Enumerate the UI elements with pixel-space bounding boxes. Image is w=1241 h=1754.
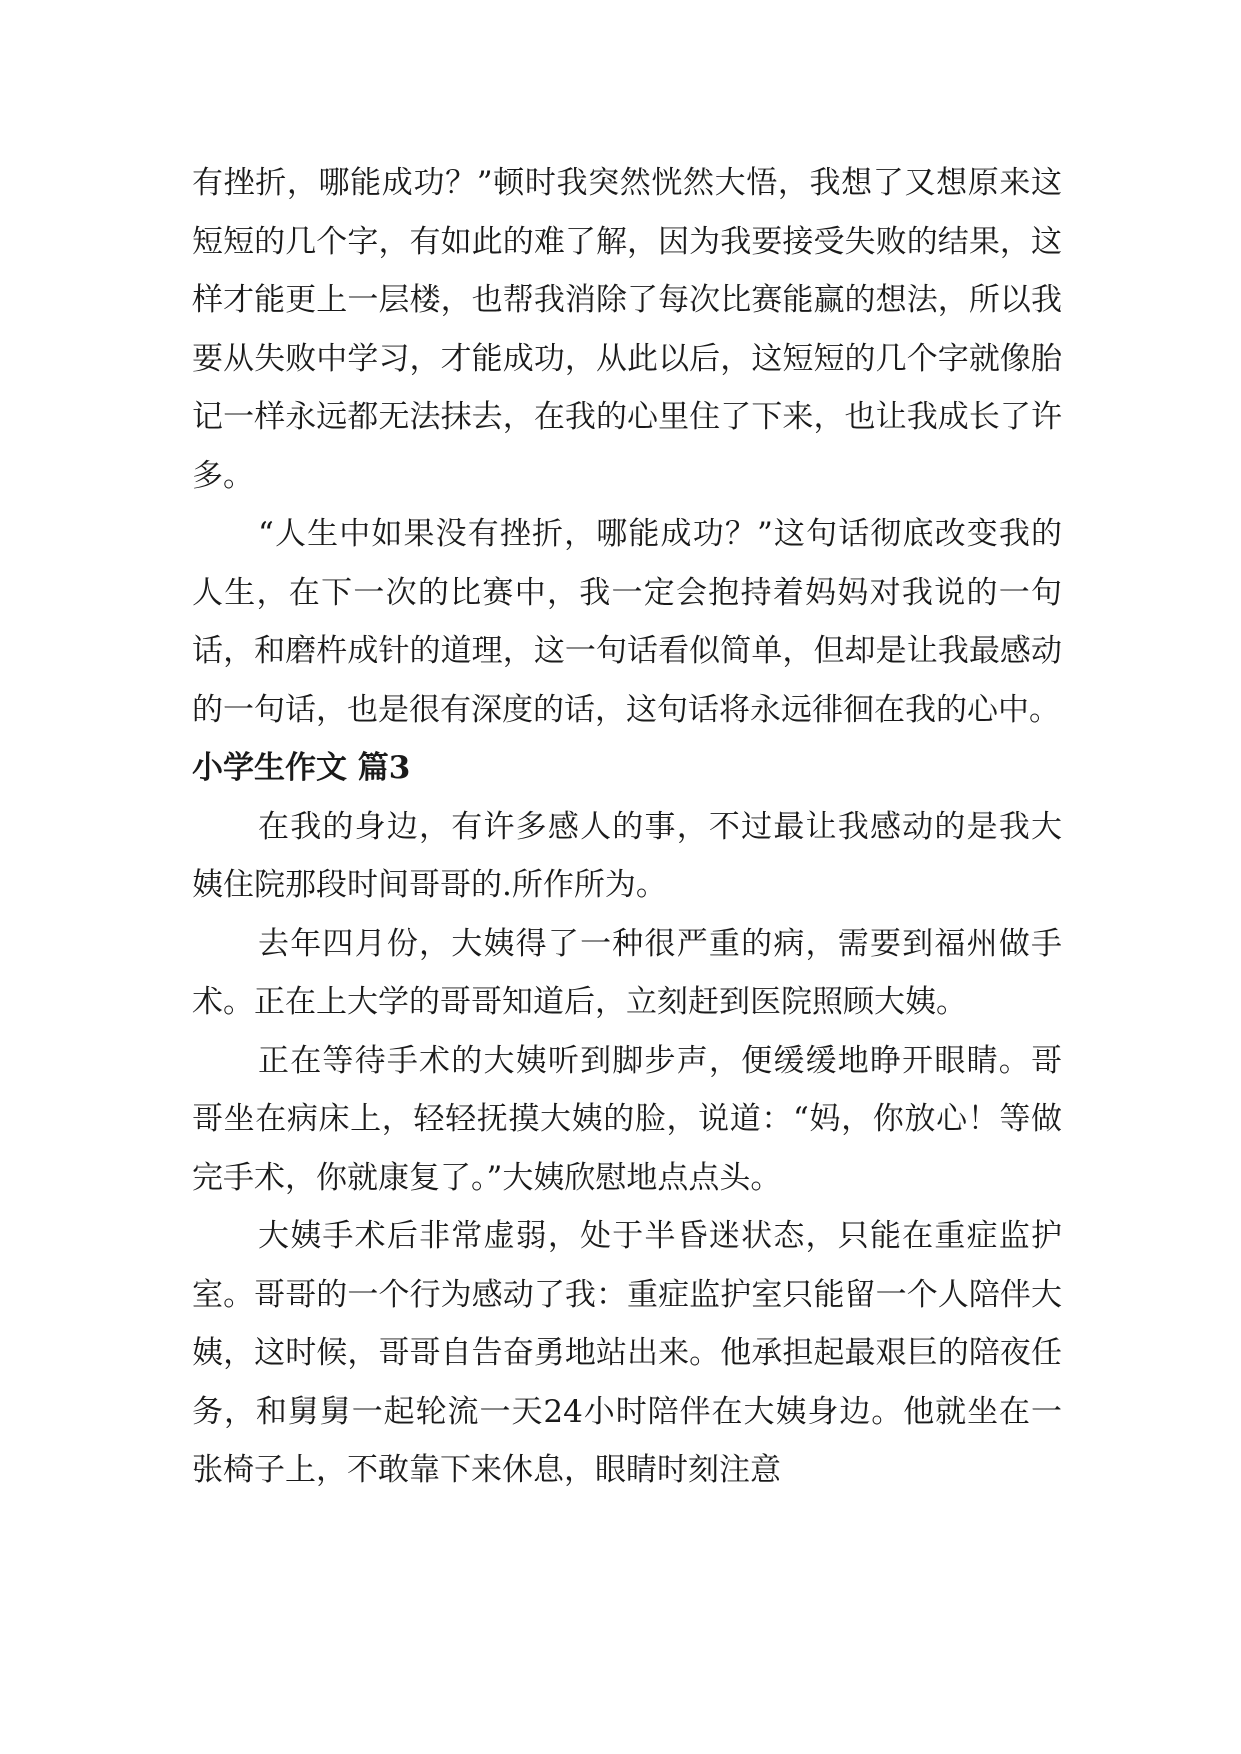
paragraph-4: 去年四月份，大姨得了一种很严重的病，需要到福州做手术。正在上大学的哥哥知道后，立刻赶到医院照顾大姨。 <box>192 925 1062 1020</box>
paragraph-2: “人生中如果没有挫折，哪能成功？”这句话彻底改变我的人生，在下一次的比赛中，我一定会抱持着妈妈对我说的一句话，和磨杵成针的道理，这一句话看似简单，但却是让我最感动的一句话，也是很有深度的话，这句话将永远徘徊在我的心中。 <box>192 516 1062 728</box>
paragraph-1: 有挫折，哪能成功？”顿时我突然恍然大悟，我想了又想原来这短短的几个字，有如此的难了解，因为我要接受失败的结果，这样才能更上一层楼，也帮我消除了每次比赛能赢的想法，所以我要从失败中学习，才能成功，从此以后，这短短的几个字就像胎记一样永远都无法抹去，在我的心里住了下来，也让我成长了许多。 <box>192 165 1062 494</box>
paragraph-5: 正在等待手术的大姨听到脚步声，便缓缓地睁开眼睛。哥哥坐在病床上，轻轻抚摸大姨的脸，说道：“妈，你放心！等做完手术，你就康复了。”大姨欣慰地点点头。 <box>192 1042 1062 1196</box>
document-page <box>192 154 1062 1500</box>
paragraph-6: 大姨手术后非常虚弱，处于半昏迷状态，只能在重症监护室。哥哥的一个行为感动了我：重症监护室只能留一个人陪伴大姨，这时候，哥哥自告奋勇地站出来。他承担起最艰巨的陪夜任务，和舅舅一起轮流一天24小时陪伴在大姨身边。他就坐在一张椅子上，不敢靠下来休息，眼睛时刻注意 <box>192 1218 1062 1488</box>
paragraph-3: 在我的身边，有许多感人的事，不过最让我感动的是我大姨住院那段时间哥哥的.所作所为。 <box>192 808 1062 903</box>
section-heading: 小学生作文 篇3 <box>192 750 411 786</box>
